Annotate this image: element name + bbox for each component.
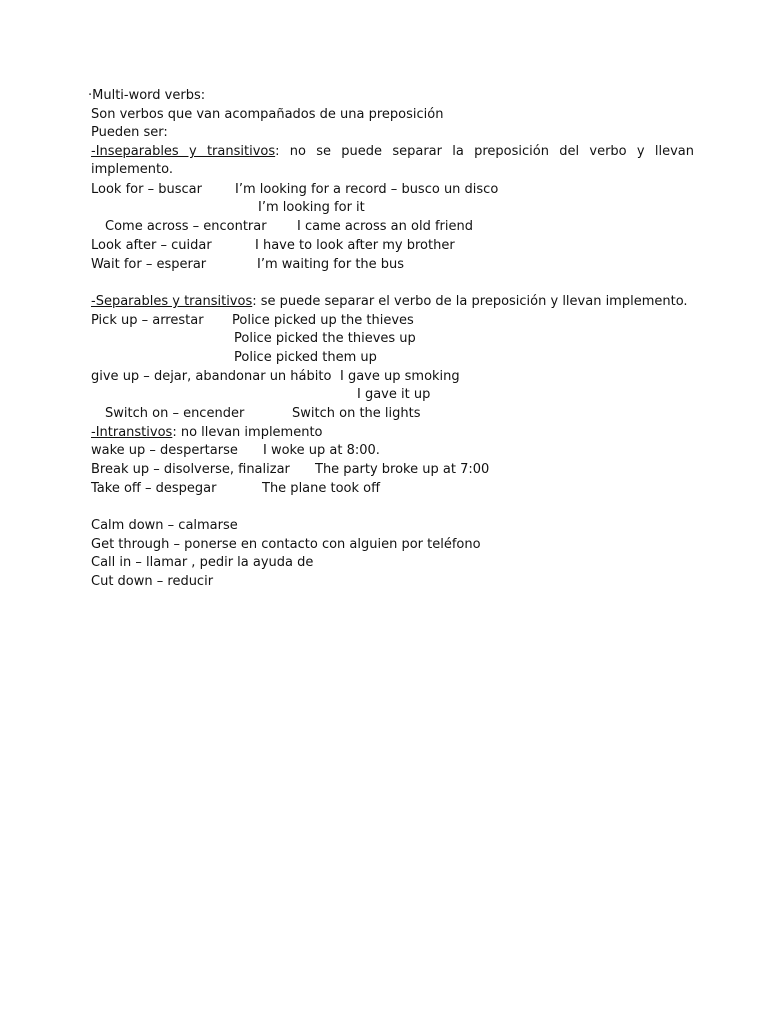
example-sentence: Police picked up the thieves (232, 313, 414, 328)
section-description: : no se puede separar la preposición del verbo y llevan implemento. (91, 144, 694, 177)
section-description: : se puede separar el verbo de la preposición y llevan implemento. (252, 294, 688, 309)
verb-entry: Calm down – calmarse (91, 518, 238, 533)
verb-entry: Cut down – reducir (91, 574, 214, 589)
example-sentence: I woke up at 8:00. (263, 443, 380, 458)
example-sentence: Police picked the thieves up (234, 331, 416, 346)
example-sentence: The party broke up at 7:00 (315, 462, 490, 477)
verb-entry: Get through – ponerse en contacto con alguien por teléfono (91, 537, 481, 552)
intro-line: Son verbos que van acompañados de una preposición (91, 107, 444, 122)
verb-entry: Wait for – esperar (91, 257, 207, 272)
example-sentence: I have to look after my brother (255, 238, 455, 253)
example-sentence: The plane took off (262, 481, 381, 496)
section-intransitivos-heading (91, 424, 323, 442)
verb-entry: Take off – despegar (91, 481, 217, 496)
verb-entry: Come across – encontrar (105, 219, 267, 234)
section-title: -Inseparables y transitivos (91, 144, 276, 159)
example-sentence: I’m looking for it (258, 200, 365, 215)
example-sentence: I came across an old friend (297, 219, 473, 234)
section-title: -Separables y transitivos (91, 294, 253, 309)
verb-entry: Call in – llamar , pedir la ayuda de (91, 555, 314, 570)
verb-entry: Look after – cuidar (91, 238, 212, 253)
section-title: -Intranstivos (91, 425, 173, 440)
example-sentence: I’m waiting for the bus (257, 257, 405, 272)
example-sentence: Police picked them up (234, 350, 377, 365)
intro-line: Pueden ser: (91, 125, 168, 140)
section-separables-heading (91, 293, 688, 311)
verb-entry: Look for – buscar (91, 182, 202, 197)
example-sentence: I gave it up (357, 387, 431, 402)
document-heading: ·Multi-word verbs: (88, 88, 206, 103)
section-inseparables-heading (91, 143, 694, 179)
verb-entry: Break up – disolverse, finalizar (91, 462, 290, 477)
example-sentence: I gave up smoking (340, 369, 460, 384)
section-description: : no llevan implemento (172, 425, 323, 440)
example-sentence: I’m looking for a record – busco un disco (235, 182, 499, 197)
verb-entry: Pick up – arrestar (91, 313, 204, 328)
example-sentence: Switch on the lights (292, 406, 421, 421)
verb-entry: Switch on – encender (105, 406, 245, 421)
verb-entry: wake up – despertarse (91, 443, 238, 458)
verb-entry: give up – dejar, abandonar un hábito (91, 369, 332, 384)
